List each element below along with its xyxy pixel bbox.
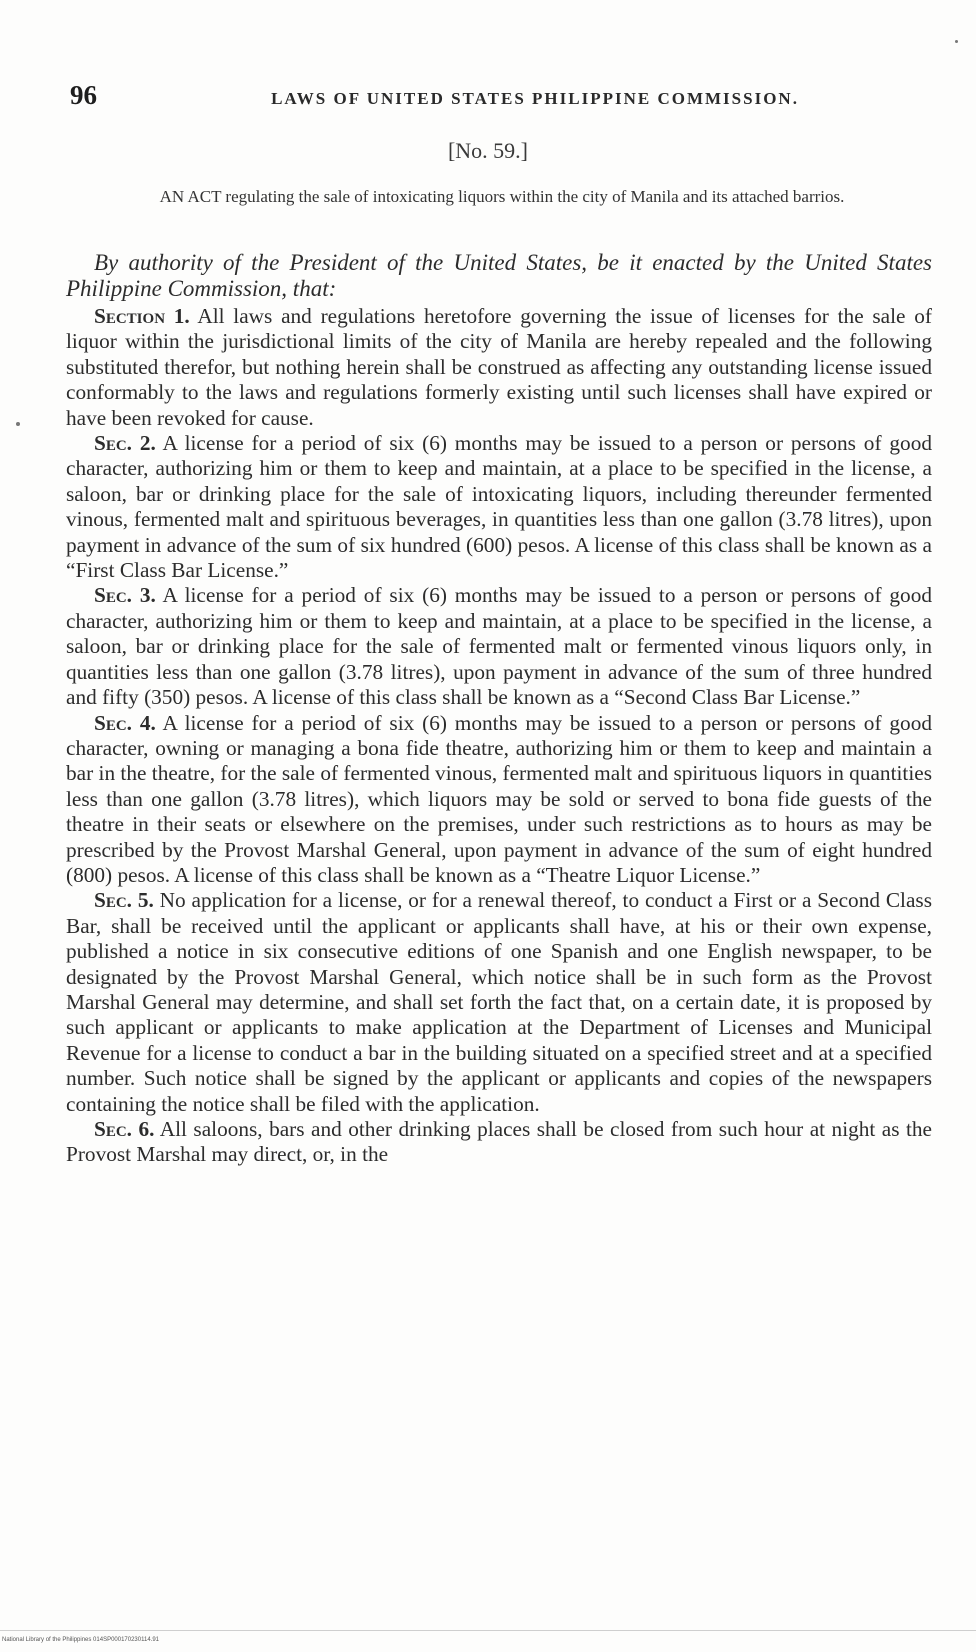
section-3 bbox=[66, 583, 932, 710]
act-body bbox=[66, 250, 932, 1168]
page-header bbox=[70, 80, 920, 110]
section-label: Sec. 5. bbox=[94, 888, 154, 913]
section-text: A license for a period of six (6) months may be issued to a person or persons of good character, authorizing him or them to keep and maintain, at a place to be specified in the license, a saloon, bar or drinking place for the sale of intoxicating liquors, including thereunder fermented vinous, fermented malt and spirituous beverages, in quantities less than one gallon (3.78 litres), upon payment in advance of the sum of six hundred (600) pesos. A license of this class shall be known as a “First Class Bar License.” bbox=[66, 431, 932, 583]
section-label: Sec. 4. bbox=[94, 710, 156, 735]
section-6 bbox=[66, 1117, 932, 1168]
section-label: Sec. 3. bbox=[94, 583, 156, 608]
footer-rule bbox=[0, 1630, 976, 1631]
section-label: Sec. 2. bbox=[94, 431, 156, 456]
page-number: 96 bbox=[70, 80, 97, 110]
section-text: A license for a period of six (6) months may be issued to a person or persons of good character, authorizing him or them to keep and maintain, at a place to be specified in the license, a saloon, bar or drinking place for the sale of fermented malt or fermented vinous liquors only, in quantities less than one gallon (3.78 litres), upon payment in advance of the sum of three hundred and fifty (350) pesos. A license of this class shall be known as a “Second Class Bar License.” bbox=[66, 583, 932, 710]
enacting-clause: By authority of the President of the United States, be it enacted by the United States Philippine Commission, that: bbox=[66, 250, 932, 301]
scan-speck bbox=[16, 422, 20, 426]
act-title: AN ACT regulating the sale of intoxicating liquors within the city of Manila and its attached barrios. bbox=[159, 187, 845, 206]
section-5 bbox=[66, 888, 932, 1117]
section-1 bbox=[66, 304, 932, 431]
running-head: LAWS OF UNITED STATES PHILIPPINE COMMISSION. bbox=[271, 89, 799, 108]
section-text: All saloons, bars and other drinking places shall be closed from such hour at night as the Provost Marshal may direct, or, in the bbox=[66, 1117, 932, 1167]
section-label: Sec. 6. bbox=[94, 1117, 155, 1141]
scan-footer: National Library of the Philippines 014SP000170230114.91 bbox=[2, 1637, 160, 1643]
act-number: [No. 59.] bbox=[447, 138, 529, 163]
section-label: Section 1. bbox=[94, 304, 190, 328]
scan-speck bbox=[955, 40, 958, 43]
section-text: A license for a period of six (6) months may be issued to a person or persons of good character, owning or managing a bona fide theatre, authorizing him or them to keep and maintain a bar in the theatre, for the sale of fermented vinous, fermented malt and spirituous liquors in quantities less than one gallon (3.78 litres), which liquors may be sold or served to bona fide guests of the theatre in their seats or elsewhere on the premises, under such restrictions as to hours as may be prescribed by the Provost Marshal General, upon payment in advance of the sum of eight hundred (800) pesos. A license of this class shall be known as a “Theatre Liquor License.” bbox=[66, 710, 932, 887]
section-text: No application for a license, or for a renewal thereof, to conduct a First or a Second Class Bar, shall be received until the applicant or applicants shall have, at his or their own expense, published a notice in six consecutive editions of one Spanish and one English newspaper, to be designated by the Provost Marshal General, which notice shall be in such form as the Provost Marshal General may determine, and shall set forth the fact that, on a certain date, it is proposed by such applicant or applicants to make application at the Department of Licenses and Municipal Revenue for a license to conduct a bar in the building situated on a specified street and at a specified number. Such notice shall be signed by the applicant or applicants and copies of the newspapers containing the notice shall be filed with the application. bbox=[66, 888, 932, 1116]
section-4 bbox=[66, 711, 932, 889]
section-2 bbox=[66, 431, 932, 583]
section-text: All laws and regulations heretofore governing the issue of licenses for the sale of liquor within the jurisdictional limits of the city of Manila are hereby repealed and the following substituted therefor, but nothing herein shall be construed as affecting any outstanding license issued conformably to the laws and regulations formerly existing until such licenses shall have expired or have been revoked for cause. bbox=[66, 304, 932, 430]
